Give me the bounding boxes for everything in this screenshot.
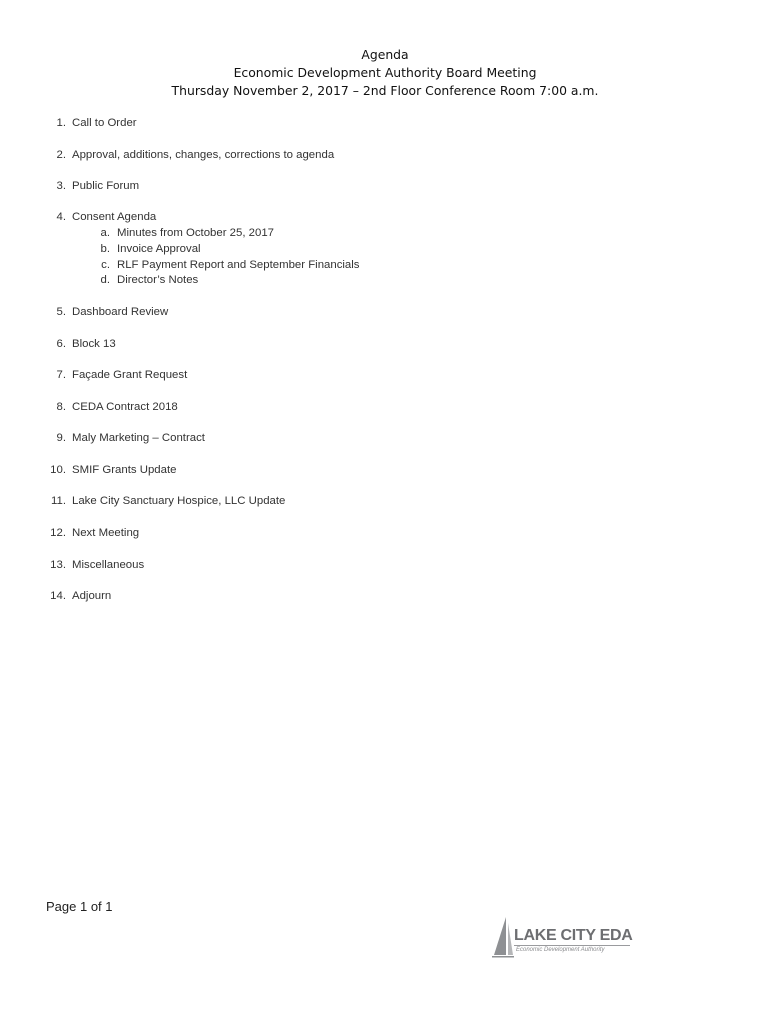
logo-tagline: Economic Development Authority — [516, 947, 605, 953]
item-number: 10. — [50, 464, 66, 476]
meeting-date-location: Thursday November 2, 2017 – 2nd Floor Conference Room 7:00 a.m. — [171, 83, 599, 98]
item-number: 14. — [50, 590, 66, 602]
subitem-text: RLF Payment Report and September Financials — [117, 259, 360, 271]
item-number: 2. — [56, 149, 66, 161]
agenda-header — [0, 46, 770, 100]
subitem-letter: a. — [100, 227, 110, 239]
item-number: 6. — [56, 338, 66, 350]
item-number: 11. — [51, 495, 66, 507]
item-text: Approval, additions, changes, corrections to agenda — [72, 149, 335, 161]
sailboat-icon — [492, 915, 514, 959]
item-number: 3. — [56, 180, 66, 192]
subitem-letter: c. — [101, 259, 110, 271]
item-text: Lake City Sanctuary Hospice, LLC Update — [72, 495, 286, 507]
item-text: Block 13 — [72, 338, 116, 350]
item-text: Public Forum — [72, 180, 140, 192]
logo-divider — [514, 945, 630, 946]
agenda-title: Agenda — [361, 47, 409, 62]
item-text: Consent Agenda — [72, 211, 157, 223]
lake-city-eda-logo — [492, 915, 634, 959]
item-text: Next Meeting — [72, 527, 140, 539]
item-text: Adjourn — [72, 590, 112, 602]
item-number: 1. — [56, 117, 66, 129]
item-number: 8. — [56, 401, 66, 413]
item-number: 4. — [56, 211, 66, 223]
logo-name: LAKE CITY EDA — [514, 927, 633, 944]
subitem-text: Director’s Notes — [117, 274, 199, 286]
meeting-name: Economic Development Authority Board Meeting — [233, 65, 537, 80]
item-number: 13. — [50, 559, 66, 571]
item-number: 9. — [56, 432, 66, 444]
subitem-text: Invoice Approval — [117, 243, 201, 255]
item-text: CEDA Contract 2018 — [72, 401, 178, 413]
item-text: Call to Order — [72, 117, 137, 129]
item-text: SMIF Grants Update — [72, 464, 177, 476]
item-number: 5. — [56, 306, 66, 318]
subitem-letter: d. — [100, 274, 110, 286]
page-number: Page 1 of 1 — [46, 899, 113, 914]
item-text: Miscellaneous — [72, 559, 145, 571]
item-text: Maly Marketing – Contract — [72, 432, 205, 444]
subitem-letter: b. — [100, 243, 110, 255]
item-text: Dashboard Review — [72, 306, 169, 318]
item-number: 12. — [50, 527, 66, 539]
subitem-text: Minutes from October 25, 2017 — [117, 227, 275, 239]
item-text: Façade Grant Request — [72, 369, 188, 381]
item-number: 7. — [56, 369, 66, 381]
